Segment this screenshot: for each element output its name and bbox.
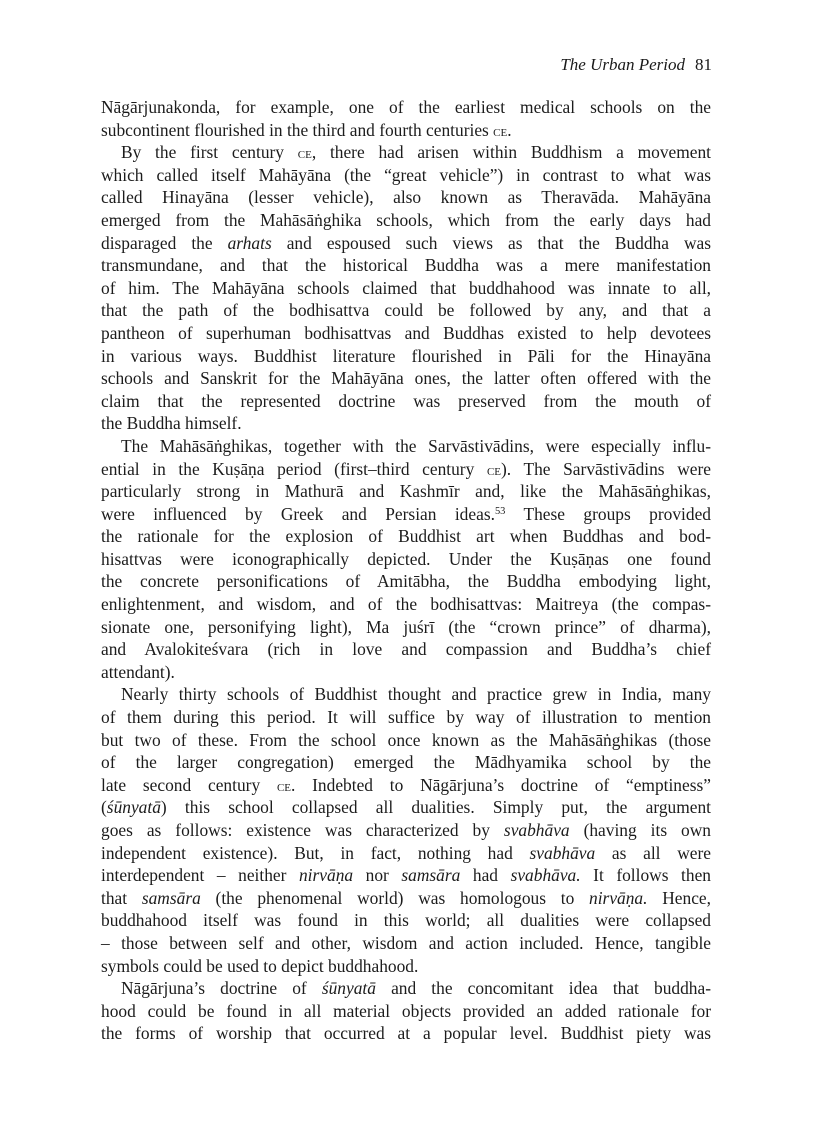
text-run: These groups provided xyxy=(505,503,711,524)
paragraph xyxy=(101,683,711,977)
text-line xyxy=(101,1022,711,1045)
text-line xyxy=(101,367,711,390)
running-head-title: The Urban Period xyxy=(560,55,685,74)
italic-term: śūnyatā xyxy=(321,978,376,999)
italic-term: arhats xyxy=(227,232,272,253)
body-text xyxy=(101,96,711,1045)
text-line xyxy=(101,796,711,819)
footnote-ref: 53 xyxy=(494,505,506,517)
text-run: interdependent – neither xyxy=(101,865,299,886)
italic-term: nirvāṇa. xyxy=(589,887,648,908)
text-run: enlightenment, and wisdom, and of the bodhisattvas: Maitreya (the compas- xyxy=(101,594,711,615)
italic-term: samsāra xyxy=(401,865,461,886)
small-caps-era: ce xyxy=(276,777,291,795)
text-run: emerged from the Mahāsāṅghika schools, which from the early days had xyxy=(101,209,711,230)
small-caps-era: ce xyxy=(297,145,312,163)
text-run: pantheon of superhuman bodhisattvas and Buddhas existed to help devotees xyxy=(101,322,711,343)
text-line xyxy=(101,412,711,435)
text-run: the rationale for the explosion of Buddhist art when Buddhas and bod- xyxy=(101,526,711,547)
paragraph xyxy=(101,141,711,435)
text-run: sionate one, personifying light), Ma juśrī (the “crown prince” of dharma), xyxy=(101,616,711,637)
text-line xyxy=(101,232,711,255)
text-line xyxy=(101,548,711,571)
text-run: the forms of worship that occurred at a popular level. Buddhist piety was xyxy=(101,1023,711,1044)
text-run: nor xyxy=(353,865,402,886)
text-line xyxy=(101,683,711,706)
text-run: . xyxy=(507,119,512,140)
text-run: schools and Sanskrit for the Mahāyāna ones, the latter often offered with the xyxy=(101,368,711,389)
text-line xyxy=(101,277,711,300)
italic-term: svabhāva. xyxy=(510,865,581,886)
text-run: buddhahood itself was found in this world; all dualities were collapsed xyxy=(101,910,711,931)
text-line xyxy=(101,209,711,232)
text-run: independent existence). But, in fact, nothing had xyxy=(101,842,530,863)
text-run: of them during this period. It will suffice by way of illustration to mention xyxy=(101,707,711,728)
page-number: 81 xyxy=(695,55,712,74)
text-run: that xyxy=(101,887,142,908)
text-run: , there had arisen within Buddhism a movement xyxy=(311,142,712,163)
italic-term: nirvāṇa xyxy=(298,865,354,886)
text-line xyxy=(101,729,711,752)
text-run: but two of these. From the school once known as the Mahāsāṅghikas (those xyxy=(101,729,711,750)
text-line xyxy=(101,751,711,774)
paragraph xyxy=(101,977,711,1045)
text-run: the concrete personifications of Amitābha, the Buddha embodying light, xyxy=(101,571,711,592)
italic-term: samsāra xyxy=(141,887,201,908)
text-line xyxy=(101,955,711,978)
text-run: particularly strong in Mathurā and Kashmīr and, like the Mahāsāṅghikas, xyxy=(101,481,711,502)
text-run: which called itself Mahāyāna (the “great vehicle”) in contrast to what was xyxy=(101,164,711,185)
text-run: (the phenomenal world) was homologous to xyxy=(200,887,590,908)
text-run: of him. The Mahāyāna schools claimed that buddhahood was innate to all, xyxy=(101,277,711,298)
text-run: in various ways. Buddhist literature flourished in Pāli for the Hinayāna xyxy=(101,345,711,366)
text-run: ). The Sarvāstivādins were xyxy=(501,458,711,479)
text-line xyxy=(101,1000,711,1023)
text-line xyxy=(101,638,711,661)
text-run: and the concomitant idea that buddha- xyxy=(375,978,711,999)
text-run: . Indebted to Nāgārjuna’s doctrine of “emptiness” xyxy=(291,774,711,795)
text-run: symbols could be used to depict buddhahood. xyxy=(101,955,419,976)
text-line xyxy=(101,141,711,164)
text-run: The Mahāsāṅghikas, together with the Sarvāstivādins, were especially influ- xyxy=(121,435,711,456)
text-run: It follows then xyxy=(580,865,711,886)
text-line xyxy=(101,616,711,639)
running-head xyxy=(560,55,712,75)
text-run: attendant). xyxy=(101,661,175,682)
text-run: the Buddha himself. xyxy=(101,413,242,434)
text-line xyxy=(101,480,711,503)
text-line xyxy=(101,864,711,887)
text-run: hisattvas were iconographically depicted. Under the Kuṣāṇas one found xyxy=(101,548,711,569)
text-line xyxy=(101,706,711,729)
text-line xyxy=(101,164,711,187)
text-run: were influenced by Greek and Persian ideas. xyxy=(101,503,495,524)
text-run: ential in the Kuṣāṇa period (first–third century xyxy=(101,458,487,479)
small-caps-era: ce xyxy=(493,122,508,140)
text-line xyxy=(101,503,711,526)
text-line xyxy=(101,254,711,277)
paragraph xyxy=(101,96,711,141)
text-line xyxy=(101,774,711,797)
text-run: disparaged the xyxy=(101,232,228,253)
text-run: Nearly thirty schools of Buddhist thought and practice grew in India, many xyxy=(121,684,711,705)
text-run: late second century xyxy=(101,774,277,795)
italic-term: śūnyatā xyxy=(106,797,161,818)
text-line xyxy=(101,435,711,458)
text-run: subcontinent flourished in the third and fourth centuries xyxy=(101,119,494,140)
italic-term: svabhāva xyxy=(529,842,596,863)
text-line xyxy=(101,593,711,616)
text-run: called Hinayāna (lesser vehicle), also known as Theravāda. Mahāyāna xyxy=(101,187,711,208)
text-line xyxy=(101,819,711,842)
text-run: By the first century xyxy=(121,142,298,163)
text-line xyxy=(101,909,711,932)
text-run: that the path of the bodhisattva could be followed by any, and that a xyxy=(101,300,711,321)
text-run: goes as follows: existence was characterized by xyxy=(101,820,504,840)
text-line xyxy=(101,345,711,368)
text-run: and Avalokiteśvara (rich in love and compassion and Buddha’s chief xyxy=(101,639,711,660)
text-run: Hence, xyxy=(647,887,711,908)
text-line xyxy=(101,322,711,345)
text-run: – those between self and other, wisdom and action included. Hence, tangible xyxy=(101,932,711,953)
text-line xyxy=(101,390,711,413)
text-run: hood could be found in all material objects provided an added rationale for xyxy=(101,1000,711,1021)
text-run: of the larger congregation) emerged the Mādhyamika school by the xyxy=(101,752,711,773)
text-line xyxy=(101,119,711,142)
text-run: Nāgārjuna’s doctrine of xyxy=(121,978,322,999)
text-line xyxy=(101,186,711,209)
text-run: as all were xyxy=(595,842,712,863)
text-run: Nāgārjunakonda, for example, one of the earliest medical schools on the xyxy=(101,97,711,117)
text-line xyxy=(101,842,711,865)
text-run: and espoused such views as that the Buddha was xyxy=(271,232,711,253)
text-run: (having its own xyxy=(569,820,712,840)
text-line xyxy=(101,977,711,1000)
text-line xyxy=(101,932,711,955)
text-run: transmundane, and that the historical Buddha was a mere manifestation xyxy=(101,255,711,276)
text-line xyxy=(101,458,711,481)
text-run: ) this school collapsed all dualities. Simply put, the argument xyxy=(160,797,711,818)
paragraph xyxy=(101,435,711,684)
text-line xyxy=(101,299,711,322)
text-run: claim that the represented doctrine was preserved from the mouth of xyxy=(101,390,711,411)
text-line xyxy=(101,570,711,593)
text-line xyxy=(101,96,711,119)
text-run: had xyxy=(460,865,511,886)
text-line xyxy=(101,525,711,548)
italic-term: svabhāva xyxy=(503,820,570,840)
small-caps-era: ce xyxy=(486,461,501,479)
text-line xyxy=(101,887,711,910)
text-line xyxy=(101,661,711,684)
text-run: ( xyxy=(101,797,107,818)
